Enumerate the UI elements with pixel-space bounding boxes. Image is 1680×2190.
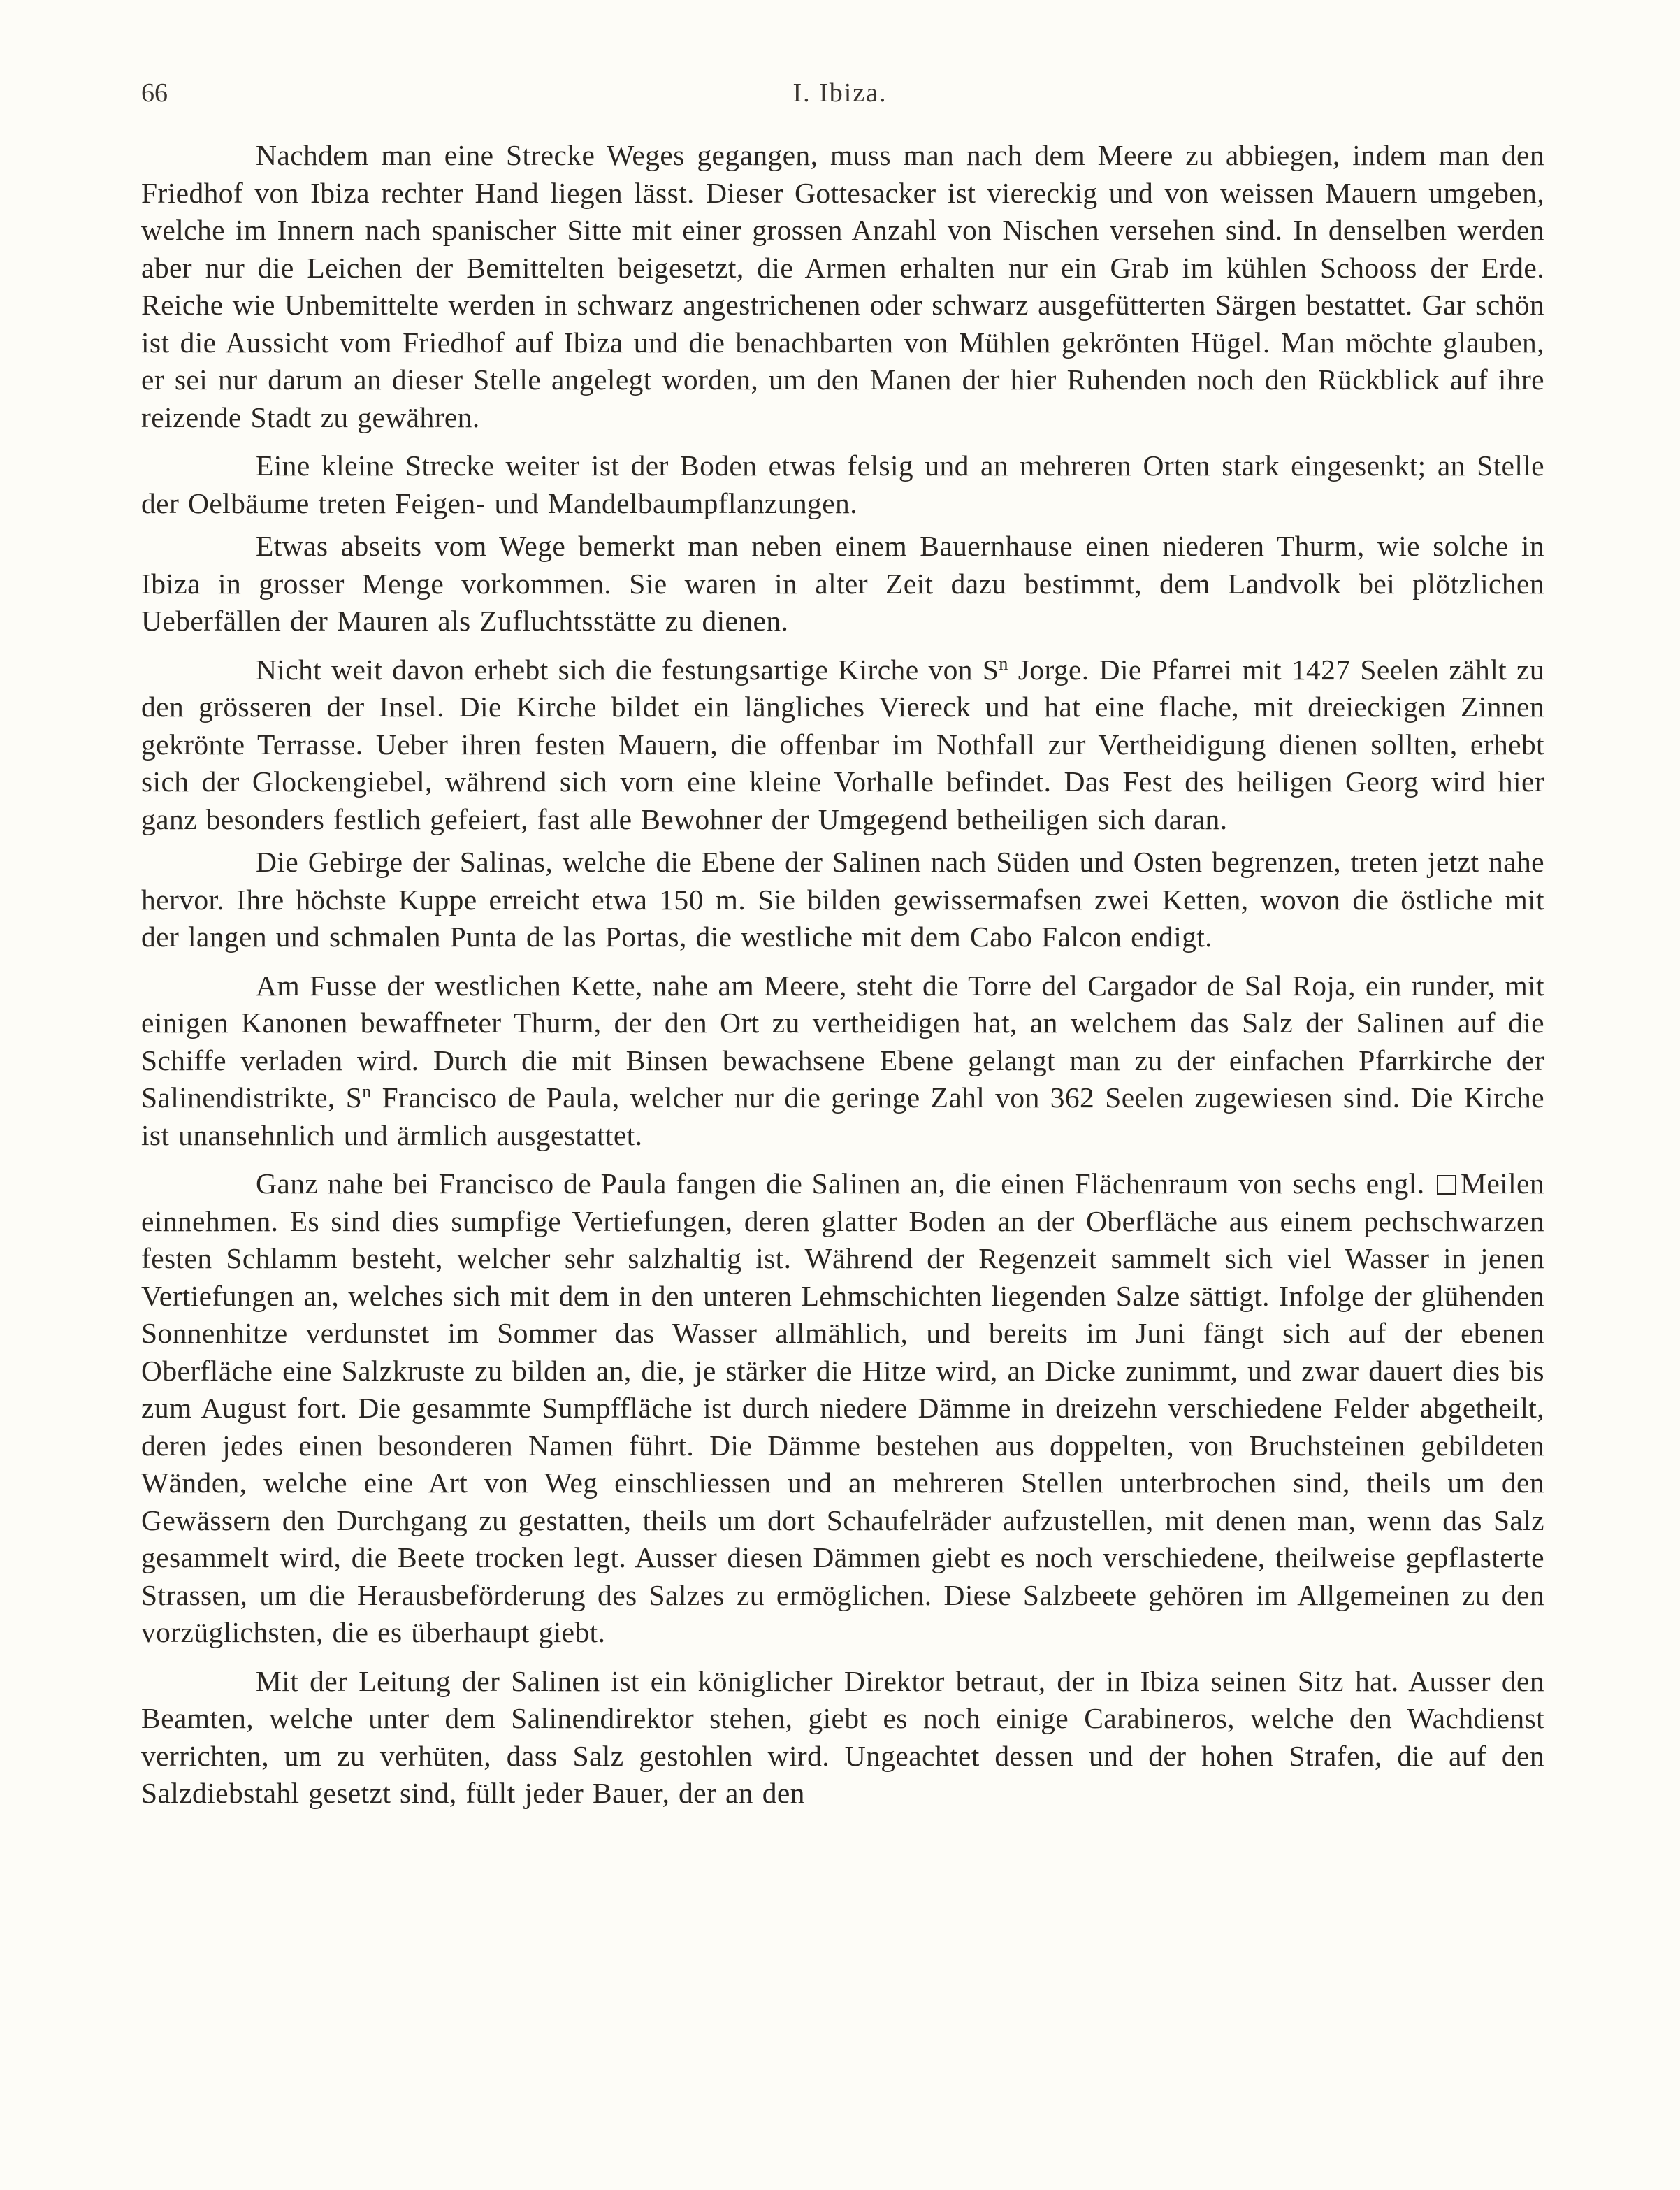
paragraph-church-san-jorge	[141, 651, 1544, 839]
paragraph-cemetery: Nachdem man eine Strecke Weges gegangen, muss man nach dem Meere zu abbiegen, indem man den Friedhof von Ibiza rechter Hand liegen lässt. Dieser Gottesacker ist viereckig und von weissen Mauern umgeben, welche im Innern nach spanischer Sitte mit einer grossen Anzahl von Nischen versehen sind. In denselben werden aber nur die Leichen der Bemittelten beigesetzt, die Armen erhalten nur ein Grab im kühlen Schooss der Erde. Reiche wie Unbemittelte werden in schwarz angestrichenen oder schwarz ausgefütterten Särgen bestattet. Gar schön ist die Aussicht vom Friedhof auf Ibiza und die benachbarten von Mühlen gekrönten Hügel. Man möchte glauben, er sei nur darum an dieser Stelle angelegt worden, um den Manen der hier Ruhenden noch den Rückblick auf ihre reizende Stadt zu gewähren.	[141, 139, 1544, 433]
paragraph-rocky-ground: Eine kleine Strecke weiter ist der Boden etwas felsig und an mehreren Orten stark eingesenkt; an Stelle der Oelbäume treten Feigen- und Mandelbaumpflanzungen.	[141, 449, 1544, 519]
paragraph-text-part: Ganz nahe bei Francisco de Paula fangen die Salinen an, die einen Flächenraum von sechs engl.	[256, 1167, 1425, 1200]
paragraph-text-part: Jorge. Die Pfarrei mit 1427 Seelen zählt zu den grösseren der Insel. Die Kirche bildet ein längliches Viereck und hat eine flache, mit dreieckigen Zinnen gekrönte Terrasse. Ueber ihren festen Mauern, die offenbar im Nothfall zur Vertheidigung dienen sollten, erhebt sich der Glockengiebel, während sich vorn eine kleine Vorhalle befindet. Das Fest des heiligen Georg wird hier ganz besonders festlich gefeiert, fast alle Bewohner der Umgegend betheiligen sich daran.	[141, 653, 1544, 835]
paragraph-text-part: Am Fusse der westlichen Kette, nahe am Meere, steht die Torre del Cargador de Sal Roja, ein runder, mit einigen Kanonen bewaffneter Thurm, der den Ort zu vertheidigen hat, an welchem das Salz der Salinen auf die Schiffe verladen wird. Durch die mit Binsen bewachsene Ebene gelangt man zu der einfachen Pfarrkirche der Salinendistrikte, S	[141, 969, 1544, 1114]
paragraph-salinen-director: Mit der Leitung der Salinen ist ein königlicher Direktor betraut, der in Ibiza seinen Sitz hat. Ausser den Beamten, welche unter dem Salinendirektor stehen, giebt es noch einige Carabineros, welche den Wachdienst verrichten, um zu verhüten, dass Salz gestohlen wird. Ungeachtet dessen und der hohen Strafen, die auf den Salzdiebstahl gesetzt sind, füllt jeder Bauer, der an den	[141, 1664, 1544, 1809]
paragraph-text-part: Francisco de Paula, welcher nur die geringe Zahl von 362 Seelen zugewiesen sind. Die Kirche ist unansehnlich und ärmlich ausgestattet.	[141, 1081, 1544, 1151]
square-symbol-icon	[1437, 1175, 1456, 1195]
superscript-abbreviation: n	[999, 653, 1008, 674]
running-head: I. Ibiza.	[792, 78, 888, 108]
paragraph-text-part: Meilen einnehmen. Es sind dies sumpfige Vertiefungen, deren glatter Boden an der Oberfläche aus einem pechschwarzen festen Schlamm besteht, welcher sehr salzhaltig ist. Während der Regenzeit sammelt sich viel Wasser in jenen Vertiefungen an, welches sich mit dem in den unteren Lehmschichten liegenden Salze sättigt. Infolge der glühenden Sonnenhitze verdunstet im Sommer das Wasser allmählich, und bereits im Juni fängt sich auf der ebenen Oberfläche eine Salzkruste zu bilden an, die, je stärker die Hitze wird, an Dicke zunimmt, und zwar dauert dies bis zum August fort. Die gesammte Sumpffläche ist durch niedere Dämme in dreizehn verschiedene Felder abgetheilt, deren jedes einen besonderen Namen führt. Die Dämme bestehen aus doppelten, von Bruchsteinen gebildeten Wänden, welche eine Art von Weg einschliessen und an mehreren Stellen unterbrochen sind, theils um den Gewässern den Durchgang zu gestatten, theils um dort Schaufelräder aufzustellen, mit denen man, wenn das Salz gesammelt wird, die Beete trocken legt. Ausser diesen Dämmen giebt es noch verschiedene, theilweise gepflasterte Strassen, um die Herausbeförderung des Salzes zu ermöglichen. Diese Salzbeete gehören im Allgemeinen zu den vorzüglichsten, die es überhaupt giebt.	[141, 1167, 1544, 1648]
paragraph-torre-cargador	[141, 967, 1544, 1155]
paragraph-tower: Etwas abseits vom Wege bemerkt man neben einem Bauernhause einen niederen Thurm, wie solche in Ibiza in grosser Menge vorkommen. Sie waren in alter Zeit dazu bestimmt, dem Landvolk bei plötzlichen Ueberfällen der Mauren als Zufluchtsstätte zu dienen.	[141, 530, 1544, 637]
body-text	[141, 137, 1544, 1813]
paragraph-salinas-mountains: Die Gebirge der Salinas, welche die Ebene der Salinen nach Süden und Osten begrenzen, treten jetzt nahe hervor. Ihre höchste Kuppe erreicht etwa 150 m. Sie bilden gewissermafsen zwei Ketten, wovon die östliche mit der langen und schmalen Punta de las Portas, die westliche mit dem Cabo Falcon endigt.	[141, 846, 1544, 953]
page-number: 66	[141, 78, 168, 108]
page-header	[141, 75, 1539, 110]
paragraph-salinen	[141, 1165, 1544, 1652]
superscript-abbreviation: n	[362, 1081, 372, 1102]
paragraph-text-part: Nicht weit davon erhebt sich die festungsartige Kirche von S	[256, 653, 999, 686]
